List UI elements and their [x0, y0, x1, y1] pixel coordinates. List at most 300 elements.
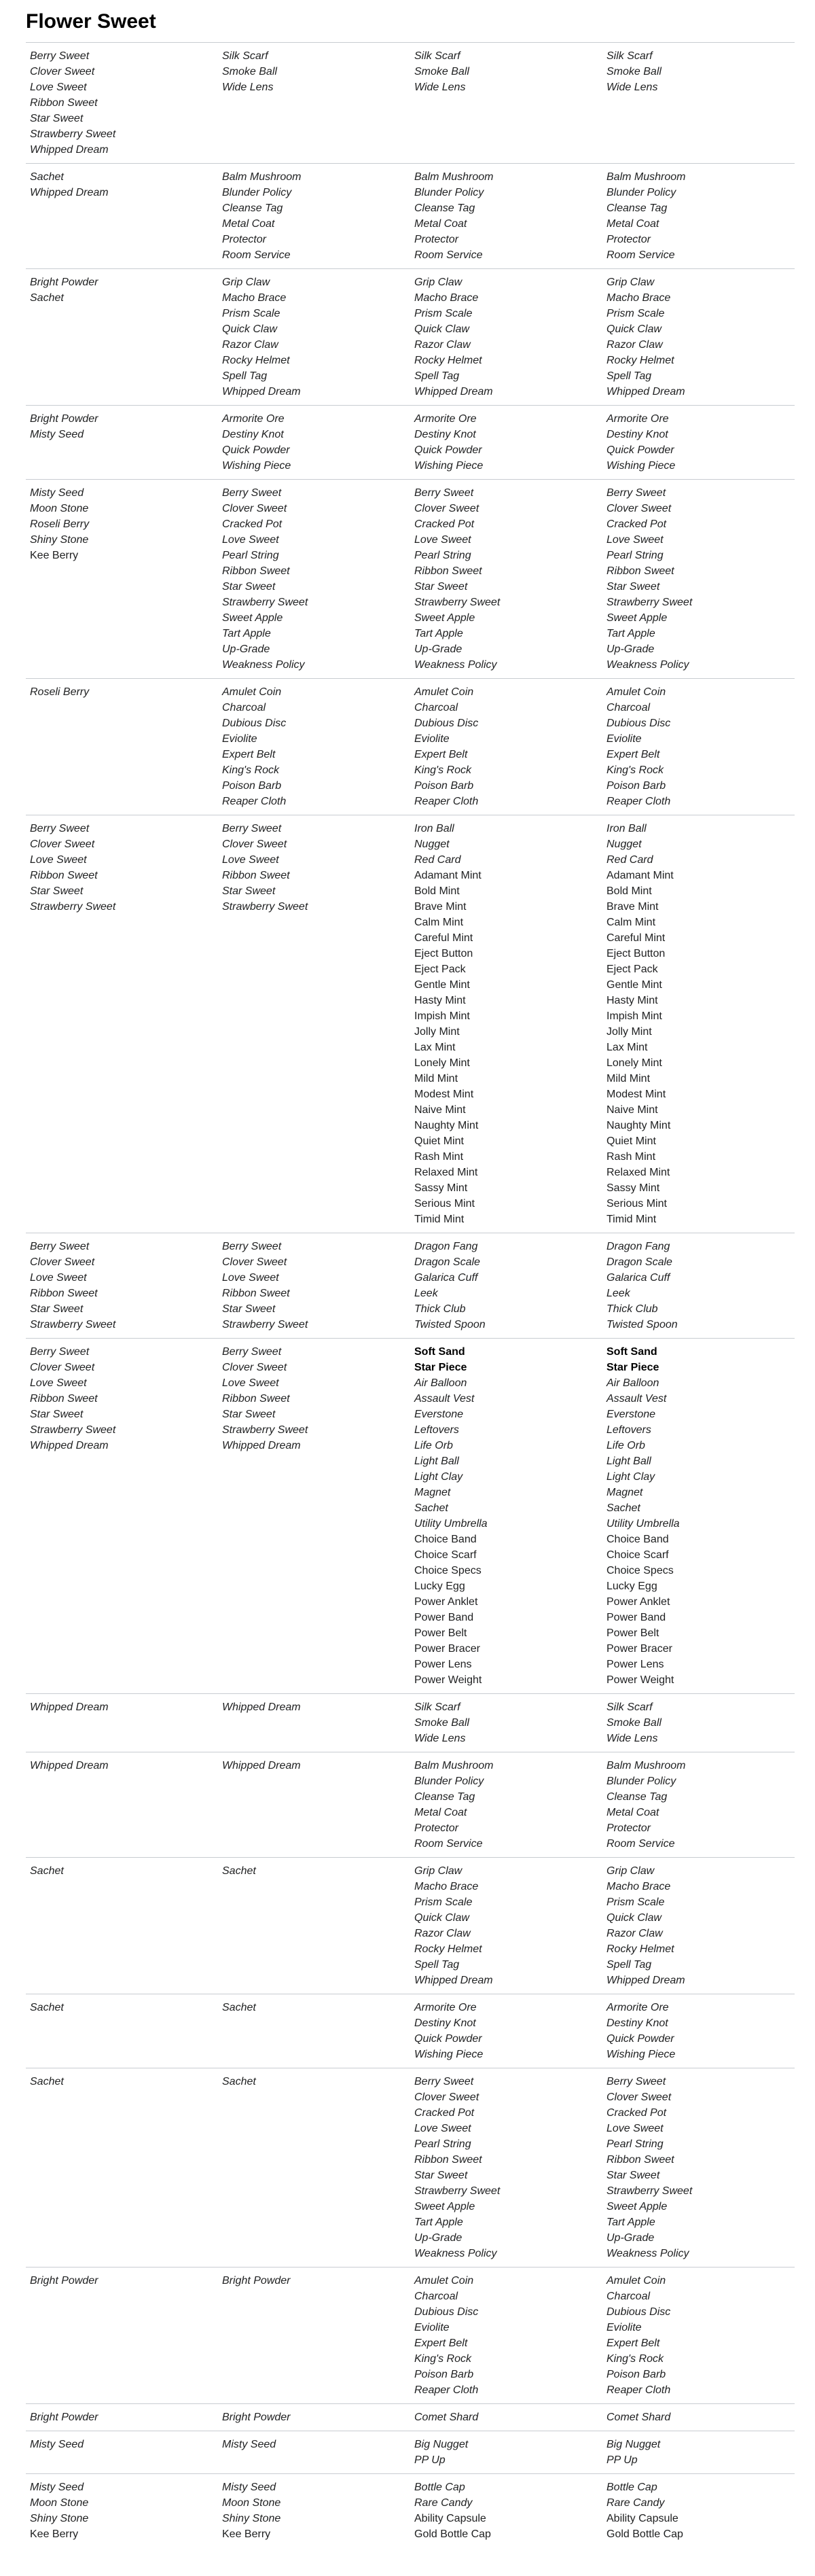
item-label: Up-Grade: [414, 2232, 463, 2244]
item-label: Weakness Policy: [414, 2248, 497, 2259]
item-label: Ribbon Sweet: [414, 2154, 482, 2166]
item-label: Dubious Disc: [222, 718, 287, 729]
item-label: Star Sweet: [30, 885, 84, 897]
page-title: Flower Sweet: [26, 10, 156, 33]
item-label: Sweet Apple: [414, 2201, 475, 2212]
item-label: Macho Brace: [606, 1881, 671, 1892]
item-label: Eviolite: [414, 2322, 450, 2333]
item-label: Metal Coat: [414, 1807, 467, 1818]
item-label: Berry Sweet: [222, 487, 282, 499]
table-cell: [218, 1752, 410, 1858]
item-label: Whipped Dream: [606, 1975, 685, 1986]
item-label: Iron Ball: [414, 823, 454, 834]
table-cell: [410, 269, 602, 406]
item-label: King's Rock: [414, 2353, 471, 2365]
item-label: Star Sweet: [222, 885, 276, 897]
item-label: Quick Powder: [414, 444, 482, 456]
item-label: Power Lens: [414, 1659, 472, 1670]
item-label: Tart Apple: [606, 628, 655, 639]
item-label: Clover Sweet: [30, 66, 95, 77]
item-label: Wishing Piece: [414, 2049, 484, 2060]
item-label: Gold Bottle Cap: [414, 2528, 491, 2540]
item-label: Eject Pack: [414, 964, 466, 975]
item-label: Rash Mint: [606, 1151, 656, 1163]
item-label: Ribbon Sweet: [606, 2154, 674, 2166]
item-label: Leftovers: [606, 1424, 651, 1436]
item-label: Smoke Ball: [606, 66, 662, 77]
item-label: Destiny Knot: [414, 2017, 476, 2029]
item-label: Moon Stone: [30, 503, 89, 514]
item-label: Misty Seed: [222, 2482, 276, 2493]
item-label: Cracked Pot: [414, 518, 475, 530]
item-label: Protector: [414, 1822, 458, 1834]
item-label: Power Bracer: [414, 1643, 480, 1655]
item-label: Amulet Coin: [606, 2275, 666, 2287]
item-label: Berry Sweet: [606, 2076, 666, 2087]
item-label: Rare Candy: [606, 2497, 665, 2509]
table-row: [26, 164, 795, 269]
item-label: Quick Powder: [606, 2033, 674, 2045]
item-label: Armorite Ore: [222, 413, 285, 425]
item-label: Tart Apple: [414, 2217, 463, 2228]
item-label: Choice Specs: [606, 1565, 674, 1576]
item-label: Light Clay: [414, 1471, 463, 1483]
table-row: [26, 2474, 795, 2548]
item-label: Relaxed Mint: [606, 1167, 670, 1178]
recipe-table-body: [26, 43, 795, 2548]
item-label: Sweet Apple: [606, 2201, 668, 2212]
table-cell: [218, 815, 410, 1233]
item-label: Star Sweet: [30, 1303, 84, 1315]
item-label: Pearl String: [222, 550, 279, 561]
item-label: Spell Tag: [222, 370, 268, 382]
item-label: Quick Powder: [222, 444, 290, 456]
item-label: Cleanse Tag: [606, 202, 668, 214]
table-row: [26, 679, 795, 815]
item-label: Love Sweet: [30, 82, 87, 93]
table-cell: [410, 1339, 602, 1694]
item-label: Razor Claw: [414, 339, 471, 351]
table-cell: [26, 1339, 218, 1694]
item-label: Calm Mint: [606, 917, 656, 928]
item-label: Dragon Scale: [606, 1256, 672, 1268]
table-row: [26, 1694, 795, 1752]
item-label: Love Sweet: [222, 534, 279, 546]
item-label: Ability Capsule: [606, 2513, 678, 2524]
item-label: Hasty Mint: [606, 995, 658, 1006]
item-label: Macho Brace: [222, 292, 287, 304]
item-label: Rocky Helmet: [414, 1943, 482, 1955]
item-label: Love Sweet: [414, 534, 471, 546]
item-label: Roseli Berry: [30, 686, 90, 698]
item-label: Amulet Coin: [222, 686, 282, 698]
table-cell: [602, 269, 795, 406]
table-cell: [410, 164, 602, 269]
item-label: Room Service: [414, 249, 483, 261]
item-label: Sachet: [222, 2002, 256, 2013]
item-label: King's Rock: [222, 764, 279, 776]
item-label: Whipped Dream: [606, 386, 685, 398]
item-label: Life Orb: [414, 1440, 453, 1451]
item-label: Nugget: [414, 839, 450, 850]
item-label: Clover Sweet: [30, 839, 95, 850]
item-label: Ribbon Sweet: [222, 565, 290, 577]
item-label: Silk Scarf: [414, 50, 460, 62]
item-label: Expert Belt: [222, 749, 276, 760]
table-row: [26, 1752, 795, 1858]
item-label: Metal Coat: [606, 218, 659, 230]
item-label: Destiny Knot: [606, 2017, 668, 2029]
item-label: Tart Apple: [222, 628, 271, 639]
item-label: Clover Sweet: [222, 1362, 287, 1373]
item-label: Bold Mint: [606, 885, 652, 897]
item-label: Ribbon Sweet: [30, 1393, 98, 1405]
table-cell: [602, 164, 795, 269]
item-label: Ribbon Sweet: [606, 565, 674, 577]
item-label: Star Piece: [414, 1362, 467, 1373]
table-cell: [26, 679, 218, 815]
item-label: Metal Coat: [606, 1807, 659, 1818]
item-label: Magnet: [414, 1487, 451, 1498]
item-label: Red Card: [414, 854, 461, 866]
item-label: Prism Scale: [222, 308, 280, 319]
item-label: Prism Scale: [414, 1896, 473, 1908]
table-row: [26, 1994, 795, 2068]
item-label: Armorite Ore: [414, 413, 477, 425]
table-cell: [26, 1752, 218, 1858]
item-label: Power Anklet: [606, 1596, 670, 1608]
item-label: Twisted Spoon: [606, 1319, 678, 1330]
item-label: Utility Umbrella: [414, 1518, 488, 1530]
item-label: Choice Specs: [414, 1565, 482, 1576]
item-label: Lucky Egg: [414, 1581, 465, 1592]
item-label: Red Card: [606, 854, 653, 866]
item-label: Timid Mint: [606, 1214, 657, 1225]
item-label: Lonely Mint: [606, 1057, 662, 1069]
item-label: Air Balloon: [414, 1377, 467, 1389]
table-cell: [218, 1339, 410, 1694]
item-label: Berry Sweet: [30, 1241, 90, 1252]
item-label: Prism Scale: [606, 1896, 665, 1908]
table-cell: [218, 2068, 410, 2268]
item-label: Everstone: [414, 1409, 464, 1420]
item-label: Blunder Policy: [414, 1776, 484, 1787]
item-label: Weakness Policy: [606, 2248, 689, 2259]
item-label: Magnet: [606, 1487, 643, 1498]
item-label: Gentle Mint: [414, 979, 470, 991]
item-label: Protector: [414, 234, 458, 245]
item-label: Sachet: [30, 1865, 64, 1877]
item-label: Naive Mint: [606, 1104, 658, 1116]
item-label: Star Sweet: [30, 113, 84, 124]
item-label: Leek: [606, 1288, 630, 1299]
item-label: Roseli Berry: [30, 518, 90, 530]
item-label: Clover Sweet: [222, 1256, 287, 1268]
item-label: Cleanse Tag: [222, 202, 283, 214]
item-label: Impish Mint: [606, 1010, 662, 1022]
item-label: Kee Berry: [30, 550, 79, 561]
table-row: [26, 480, 795, 679]
item-label: Power Weight: [414, 1674, 482, 1686]
item-label: Star Sweet: [30, 1409, 84, 1420]
item-label: PP Up: [414, 2454, 446, 2466]
table-row: [26, 1858, 795, 1994]
item-label: Berry Sweet: [414, 487, 474, 499]
item-label: Thick Club: [606, 1303, 658, 1315]
item-label: Sweet Apple: [414, 612, 475, 624]
item-label: Clover Sweet: [414, 503, 479, 514]
item-label: Bright Powder: [30, 413, 98, 425]
table-row: [26, 2404, 795, 2431]
item-label: Strawberry Sweet: [222, 1424, 308, 1436]
item-label: Power Band: [414, 1612, 474, 1623]
item-label: Up-Grade: [606, 2232, 655, 2244]
item-label: Sachet: [30, 292, 64, 304]
item-label: Whipped Dream: [30, 187, 109, 198]
item-label: Galarica Cuff: [606, 1272, 670, 1284]
item-label: Assault Vest: [414, 1393, 475, 1405]
item-label: Tart Apple: [414, 628, 463, 639]
table-cell: [218, 406, 410, 480]
item-label: Love Sweet: [606, 534, 664, 546]
item-label: Cracked Pot: [222, 518, 283, 530]
item-label: Balm Mushroom: [414, 171, 494, 183]
item-label: Bottle Cap: [606, 2482, 657, 2493]
item-label: Clover Sweet: [606, 2092, 672, 2103]
item-label: King's Rock: [414, 764, 471, 776]
item-label: Cracked Pot: [606, 518, 667, 530]
table-cell: [602, 2474, 795, 2548]
item-label: Big Nugget: [606, 2439, 661, 2450]
item-label: Ribbon Sweet: [30, 97, 98, 109]
table-cell: [218, 1858, 410, 1994]
item-label: Pearl String: [414, 550, 471, 561]
table-cell: [602, 2404, 795, 2431]
item-label: Smoke Ball: [414, 66, 469, 77]
item-label: Clover Sweet: [414, 2092, 479, 2103]
table-cell: [410, 1694, 602, 1752]
item-label: Naughty Mint: [606, 1120, 671, 1131]
item-label: Whipped Dream: [414, 1975, 493, 1986]
item-label: Up-Grade: [222, 643, 270, 655]
item-label: Wide Lens: [222, 82, 274, 93]
item-label: Sachet: [30, 2076, 64, 2087]
item-label: Moon Stone: [222, 2497, 281, 2509]
table-cell: [602, 1858, 795, 1994]
item-label: Quick Claw: [606, 1912, 662, 1924]
item-label: Star Sweet: [222, 1409, 276, 1420]
item-label: Berry Sweet: [222, 823, 282, 834]
item-label: Comet Shard: [606, 2412, 671, 2423]
item-label: Charcoal: [414, 702, 458, 713]
item-label: Razor Claw: [606, 1928, 663, 1939]
table-cell: [218, 1694, 410, 1752]
table-cell: [410, 43, 602, 164]
item-label: Blunder Policy: [606, 1776, 676, 1787]
item-label: Twisted Spoon: [414, 1319, 486, 1330]
item-label: Naive Mint: [414, 1104, 466, 1116]
item-label: Eviolite: [222, 733, 257, 745]
table-cell: [26, 1858, 218, 1994]
item-label: Mild Mint: [606, 1073, 651, 1084]
item-label: Razor Claw: [606, 339, 663, 351]
item-label: Balm Mushroom: [414, 1760, 494, 1771]
table-cell: [26, 1233, 218, 1339]
item-label: Leek: [414, 1288, 438, 1299]
item-label: Sachet: [606, 1502, 640, 1514]
item-label: Modest Mint: [414, 1089, 474, 1100]
item-label: Eject Pack: [606, 964, 658, 975]
table-cell: [602, 2431, 795, 2474]
table-cell: [410, 2068, 602, 2268]
table-cell: [602, 1752, 795, 1858]
item-label: Metal Coat: [414, 218, 467, 230]
item-label: Expert Belt: [606, 2337, 660, 2349]
table-row: [26, 815, 795, 1233]
item-label: Wide Lens: [414, 1733, 466, 1744]
item-label: Whipped Dream: [30, 144, 109, 156]
item-label: Room Service: [414, 1838, 483, 1850]
item-label: Smoke Ball: [606, 1717, 662, 1729]
item-label: Quick Claw: [414, 1912, 469, 1924]
item-label: Love Sweet: [30, 1377, 87, 1389]
item-label: Up-Grade: [606, 643, 655, 655]
item-label: Love Sweet: [222, 1272, 279, 1284]
item-label: Amulet Coin: [606, 686, 666, 698]
item-label: Berry Sweet: [30, 1346, 90, 1358]
item-label: Reaper Cloth: [606, 2384, 671, 2396]
item-label: Room Service: [222, 249, 291, 261]
item-label: Misty Seed: [30, 487, 84, 499]
item-label: Gold Bottle Cap: [606, 2528, 683, 2540]
table-cell: [602, 2068, 795, 2268]
item-label: Love Sweet: [222, 854, 279, 866]
item-label: Wishing Piece: [606, 460, 676, 472]
item-label: Life Orb: [606, 1440, 645, 1451]
item-label: Dragon Scale: [414, 1256, 480, 1268]
item-label: Grip Claw: [606, 277, 655, 288]
item-label: Cleanse Tag: [414, 1791, 475, 1803]
item-label: Whipped Dream: [222, 386, 301, 398]
item-label: Bright Powder: [222, 2412, 291, 2423]
item-label: Timid Mint: [414, 1214, 465, 1225]
item-label: Power Anklet: [414, 1596, 478, 1608]
table-cell: [410, 815, 602, 1233]
item-label: Star Sweet: [414, 581, 468, 593]
table-cell: [218, 269, 410, 406]
item-label: Protector: [606, 1822, 651, 1834]
item-label: Quiet Mint: [414, 1135, 464, 1147]
item-label: Berry Sweet: [222, 1346, 282, 1358]
table-cell: [26, 815, 218, 1233]
item-label: Cleanse Tag: [414, 202, 475, 214]
item-label: Power Bracer: [606, 1643, 672, 1655]
item-label: Quick Claw: [222, 323, 277, 335]
table-cell: [410, 1233, 602, 1339]
item-label: Misty Seed: [30, 2482, 84, 2493]
table-cell: [602, 815, 795, 1233]
table-cell: [218, 2404, 410, 2431]
item-label: Pearl String: [414, 2138, 471, 2150]
item-label: Balm Mushroom: [606, 171, 686, 183]
item-label: Shiny Stone: [222, 2513, 281, 2524]
table-cell: [26, 164, 218, 269]
item-label: Clover Sweet: [30, 1256, 95, 1268]
item-label: Love Sweet: [30, 1272, 87, 1284]
item-label: Eviolite: [414, 733, 450, 745]
item-label: Choice Scarf: [606, 1549, 669, 1561]
item-label: Protector: [222, 234, 266, 245]
item-label: Ribbon Sweet: [222, 870, 290, 881]
item-label: Spell Tag: [606, 1959, 652, 1971]
item-label: Power Lens: [606, 1659, 664, 1670]
item-label: Strawberry Sweet: [30, 1319, 116, 1330]
item-label: Adamant Mint: [606, 870, 674, 881]
item-label: Macho Brace: [606, 292, 671, 304]
item-label: Weakness Policy: [222, 659, 305, 671]
item-label: Reaper Cloth: [414, 796, 479, 807]
item-label: Kee Berry: [222, 2528, 271, 2540]
item-label: Cracked Pot: [414, 2107, 475, 2119]
item-label: Star Sweet: [606, 581, 660, 593]
item-label: Quick Claw: [606, 323, 662, 335]
table-cell: [218, 679, 410, 815]
item-label: Rocky Helmet: [222, 355, 290, 366]
item-label: Dubious Disc: [414, 718, 479, 729]
item-label: Grip Claw: [222, 277, 270, 288]
item-label: Silk Scarf: [606, 50, 653, 62]
item-label: Star Piece: [606, 1362, 659, 1373]
item-label: Poison Barb: [606, 2369, 666, 2380]
item-label: Berry Sweet: [414, 2076, 474, 2087]
item-label: PP Up: [606, 2454, 638, 2466]
item-label: Grip Claw: [606, 1865, 655, 1877]
item-label: Star Sweet: [222, 1303, 276, 1315]
item-label: Ribbon Sweet: [414, 565, 482, 577]
table-cell: [26, 2431, 218, 2474]
item-label: Expert Belt: [606, 749, 660, 760]
item-label: Eviolite: [606, 733, 642, 745]
item-label: Jolly Mint: [414, 1026, 460, 1038]
item-label: Grip Claw: [414, 277, 463, 288]
table-cell: [410, 406, 602, 480]
item-label: Sweet Apple: [606, 612, 668, 624]
item-label: Star Sweet: [222, 581, 276, 593]
table-cell: [218, 43, 410, 164]
item-label: Impish Mint: [414, 1010, 470, 1022]
item-label: Light Clay: [606, 1471, 655, 1483]
item-label: Wishing Piece: [414, 460, 484, 472]
item-label: Berry Sweet: [606, 487, 666, 499]
item-label: Lax Mint: [606, 1042, 648, 1053]
item-label: Strawberry Sweet: [414, 2185, 501, 2197]
table-cell: [410, 1752, 602, 1858]
table-cell: [410, 480, 602, 679]
item-label: Up-Grade: [414, 643, 463, 655]
table-cell: [218, 1994, 410, 2068]
item-label: Choice Band: [606, 1534, 669, 1545]
item-label: Sassy Mint: [606, 1182, 660, 1194]
table-cell: [410, 679, 602, 815]
table-row: [26, 2268, 795, 2404]
item-label: Armorite Ore: [414, 2002, 477, 2013]
item-label: Shiny Stone: [30, 2513, 89, 2524]
item-label: Clover Sweet: [222, 839, 287, 850]
table-cell: [602, 1694, 795, 1752]
item-label: Whipped Dream: [30, 1701, 109, 1713]
item-label: Thick Club: [414, 1303, 466, 1315]
item-label: Rocky Helmet: [606, 1943, 674, 1955]
